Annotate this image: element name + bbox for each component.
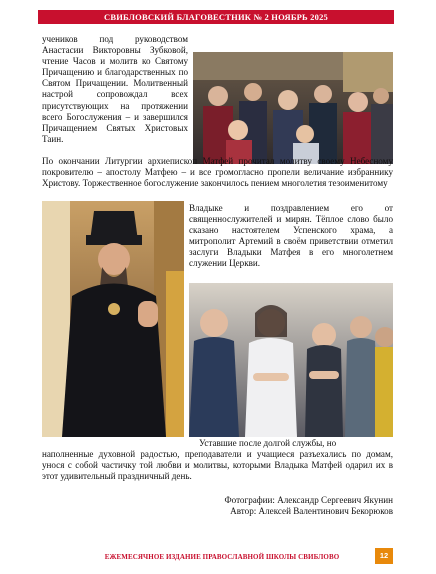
photo-archbishop-image — [42, 201, 184, 437]
credits-photos: Фотографии: Александр Сергеевич Якунин — [224, 495, 393, 505]
paragraph-bottom — [42, 449, 393, 482]
paragraph-bottom-text: наполненные духовной радостью, преподаватели и учащиеся разъехались по домам, унося с собой частичку той любви и молитвы, которыми Владыка Матфей одарил их в этот удивительный праздничный день. — [42, 449, 393, 482]
paragraph-right — [189, 203, 393, 270]
paragraph-full-1-text: По окончании Литургии архиепископ Матфей прочитал молитву своему Небесному покровителю – апостолу Матфею – и все громогласно пропели величание избраннику Христову. Торжественное богослужение закончилось пением многолетия тезоименитому — [42, 156, 393, 189]
header-title: СВИБЛОВСКИЙ БЛАГОВЕСТНИК № 2 НОЯБРЬ 2025 — [104, 12, 328, 22]
paragraph-right-text: Владыке и поздравлением его от священнослужителей и мирян. Тёплое слово было сказано настоятелем Успенского храма, а митрополит Артемий в своём приветствии отметил заслуги Владыки Матфея в его многолетнем служении Церкви. — [189, 203, 393, 269]
paragraph-bottom-indent-text: Уставшие после долгой службы, но — [199, 438, 337, 448]
photo-children-communion — [189, 283, 393, 437]
photo-children-congregation — [193, 52, 393, 164]
photo-children-congregation-image — [193, 52, 393, 164]
footer-publication: ЕЖЕМЕСЯЧНОЕ ИЗДАНИЕ ПРАВОСЛАВНОЙ ШКОЛЫ СВИБЛОВО — [104, 553, 340, 561]
photo-archbishop — [42, 201, 184, 437]
credits-block — [180, 495, 393, 517]
newsletter-header — [38, 10, 394, 24]
paragraph-full-1 — [42, 156, 393, 189]
credits-author: Автор: Алексей Валентинович Бекорюков — [230, 506, 393, 516]
page-number-badge: 12 — [375, 548, 393, 564]
paragraph-left — [42, 34, 188, 145]
paragraph-left-text: учеников под руководством Анастасии Викторовны Зубковой, чтение Часов и молитв ко Святому Причащению и благодарственных по Святом Причащении. Молитвенный настрой сопровождал всех присутствующих на протяжении всего Богослужения – и завершился Причащением Святых Христовых Таин. — [42, 34, 188, 144]
paragraph-bottom-indent — [189, 438, 393, 449]
photo-children-communion-image — [189, 283, 393, 437]
